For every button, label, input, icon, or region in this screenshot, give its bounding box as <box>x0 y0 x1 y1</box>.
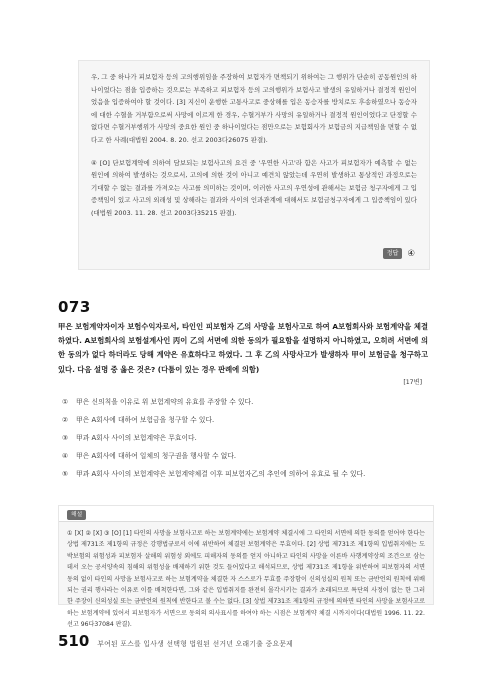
option-2 <box>62 414 430 426</box>
explanation-paragraph: 우, 그 중 하나가 피보험자 등의 고의행위임을 주장하여 보험자가 면책되기 위하여는 그 행위가 단순히 공동원인의 하나이었다는 점을 입증하는 것으로는 부족하고 피보험자 등의 고의행위가 보험사고 발생의 유일하거나 결정적 원인이었음을 입증하여야 할 것이다. [3] 지신이 운행한 고통사고로 중상해를 입은 동승자를 방치로도 후송하였으나 동승자에 대한 수혈을 거부함으로써 사망에 이르게 한 경우, 수혈거부가 사망의 유일하거나 결정적 원인이었다고 단정할 수 없다면 수혈거부행위가 사망의 중요한 원인 중 하나이었다는 점만으로는 보험회사가 보험금의 지급책임을 면할 수 없다고 한 사례(대법원 2004. 8. 20. 선고 2003다26075 판결). <box>91 73 417 144</box>
explanation-header <box>59 506 433 522</box>
option-text: 甲과 A회사 사이의 보험계약은 보험계약체결 이후 피보험자乙의 추인에 의하여 유효로 될 수 있다. <box>76 470 366 478</box>
option-4 <box>62 450 430 462</box>
page-number: 510 <box>58 632 90 650</box>
option-number: ④ <box>62 452 69 460</box>
question-number: 073 <box>58 298 91 316</box>
option-number: ⑤ <box>62 470 69 478</box>
option-text: 甲은 신의칙을 이유로 위 보험계약의 유효를 주장할 수 있다. <box>76 398 254 406</box>
page-footer <box>58 632 293 650</box>
option-text: 甲과 A회사 사이의 보험계약은 무효이다. <box>76 434 197 442</box>
option-1 <box>62 396 430 408</box>
option-text: 甲은 A회사에 대하여 일체의 청구권을 행사할 수 없다. <box>76 452 237 460</box>
option-5 <box>62 468 430 480</box>
answer-line <box>383 248 415 259</box>
explanation-box <box>58 505 434 629</box>
option-number: ① <box>62 398 69 406</box>
explanation-badge: 해설 <box>67 510 86 520</box>
answer-badge: 정답 <box>383 248 403 259</box>
question-text: 甲은 보험계약자이자 보험수익자로서, 타인인 피보험자 乙의 사망을 보험사고로 하여 A보험회사와 보험계약을 체결하였다. A보험회사의 보험설계사인 丙이 乙의 서면에 의한 동의가 필요함을 설명하지 아니하였고, 오히려 서면에 의한 동의가 없다 하더라도 당해 계약은 유효하다고 하였다. 그 후 乙의 사망사고가 발생하자 甲이 보험금을 청구하고 있다. 다음 설명 중 옳은 것은? (다툼이 있는 경우 판례에 의함) <box>58 322 428 374</box>
explanation-paragraph: ④ [O] 단보험계약에 의하여 담보되는 보험사고의 요건 중 '우연한 사고'라 함은 사고가 피보험자가 예측할 수 없는 원인에 의하여 발생하는 것으로서, 고의에 의한 것이 아니고 예견치 않았는데 우연히 발생하고 통상적인 과정으로는 기대할 수 없는 결과를 가져오는 사고를 의미하는 것이며, 이러한 사고의 우연성에 관해서는 보험금 청구자에게 그 입증책임이 있고 사고의 외래성 및 상해라는 결과와 사이의 인과관계에 대해서도 보험금청구자에게 그 입증책임이 있다(대법원 2003. 11. 28. 선고 2003다35215 판결). <box>91 158 417 217</box>
option-number: ③ <box>62 434 69 442</box>
answer-options <box>62 396 430 486</box>
answer-value: ④ <box>407 248 415 259</box>
previous-explanation-box <box>78 60 430 270</box>
option-number: ② <box>62 416 69 424</box>
book-title: 부여된 포스를 입사생 선택형 법원된 선거년 오래기출 중요문제 <box>97 640 294 648</box>
option-3 <box>62 432 430 444</box>
option-text: 甲은 A회사에 대하여 보험금을 청구할 수 있다. <box>76 416 215 424</box>
question-source: [17변] <box>403 379 422 386</box>
explanation-text: ① [X] ② [X] ③ [O] [1] 타인의 사망을 보험사고로 하는 보험계약에는 보험계약 체결시에 그 타인의 서면에 의한 동의를 얻어야 한다는 상법 제731조 제1항의 규정은 강행법규로서 이에 위반하여 체결된 보험계약은 무효이다. [2] 상법 제731조 제1항의 입법취지에는 도박보험의 위험성과 피보험자 살해의 위험성 외에도 피해자의 동의를 얻지 아니하고 타인의 사망을 이른바 사행계약상의 조건으로 삼는 데서 오는 공서양속의 침해의 위험성을 배제하기 위한 것도 들어있다고 해석되므로, 상법 제731조 제1항을 위반하여 피보험자의 서면 동의 없이 타인의 사망을 보험사고로 하는 보험계약을 체결한 자 스스로가 무효를 주장함이 신의성실의 원칙 또는 금반언의 원칙에 위배되는 권리 행사라는 이유로 이를 배척한다면, 그와 같은 입법취지를 완전히 몰각시키는 결과가 초래되므로 특단의 사정이 없는 한 그러한 주장이 신의성실 또는 금반언의 원칙에 반한다고 볼 수는 없다. [3] 상법 제731조 제1항의 규정에 의하면 타인의 사망을 보험사고로 하는 보험계약에 있어서 피보험자가 서면으로 동의의 의사표시를 하여야 하는 시점은 보험계약 체결 시까지이다(대법원 1996. 11. 22. 선고 96다37084 판결). <box>67 530 425 629</box>
